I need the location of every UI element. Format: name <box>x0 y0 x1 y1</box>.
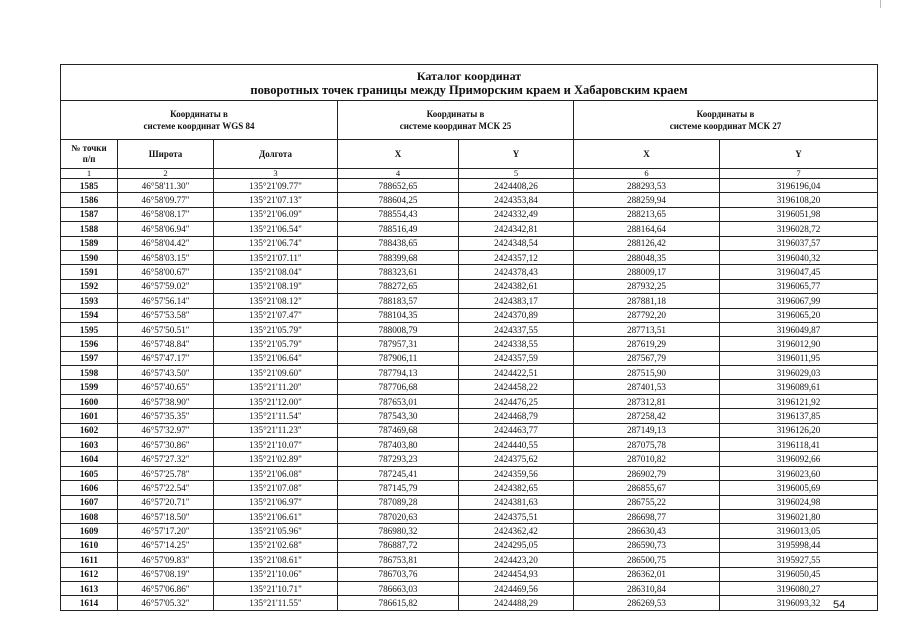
point-number-cell: 1593 <box>61 294 118 308</box>
y-msk27-cell: 3196049,87 <box>720 322 878 336</box>
y-msk25-cell: 2424423,20 <box>459 553 574 567</box>
x-msk27-cell: 287567,79 <box>574 351 720 365</box>
column-header-longitude: Долгота <box>214 140 338 169</box>
column-number-row <box>61 169 878 179</box>
longitude-cell: 135°21'08.19" <box>214 279 338 293</box>
point-number-cell: 1589 <box>61 236 118 250</box>
y-msk27-cell: 3196023,60 <box>720 466 878 480</box>
latitude-cell: 46°57'09.83" <box>118 553 214 567</box>
y-msk25-cell: 2424383,17 <box>459 294 574 308</box>
longitude-cell: 135°21'08.04" <box>214 265 338 279</box>
point-number-cell: 1598 <box>61 366 118 380</box>
y-msk27-cell: 3196011,95 <box>720 351 878 365</box>
longitude-cell: 135°21'09.60" <box>214 366 338 380</box>
y-msk27-cell: 3195927,55 <box>720 553 878 567</box>
y-msk25-cell: 2424375,51 <box>459 509 574 523</box>
point-number-cell: 1607 <box>61 495 118 509</box>
y-msk27-cell: 3196108,20 <box>720 193 878 207</box>
latitude-cell: 46°57'35.35" <box>118 409 214 423</box>
x-msk25-cell: 787145,79 <box>338 481 459 495</box>
table-row <box>61 337 878 351</box>
latitude-cell: 46°57'50.51" <box>118 322 214 336</box>
longitude-cell: 135°21'05.96" <box>214 524 338 538</box>
y-msk25-cell: 2424378,43 <box>459 265 574 279</box>
y-msk25-cell: 2424463,77 <box>459 423 574 437</box>
longitude-cell: 135°21'06.61" <box>214 509 338 523</box>
table-row <box>61 394 878 408</box>
group-header-msk27-line2: системе координат МСК 27 <box>669 121 782 131</box>
y-msk25-cell: 2424332,49 <box>459 207 574 221</box>
point-number-cell: 1608 <box>61 509 118 523</box>
coordinate-catalog-table <box>60 64 878 611</box>
latitude-cell: 46°58'09.77" <box>118 193 214 207</box>
longitude-cell: 135°21'06.08" <box>214 466 338 480</box>
y-msk27-cell: 3196013,05 <box>720 524 878 538</box>
y-msk25-cell: 2424359,56 <box>459 466 574 480</box>
latitude-cell: 46°57'14.25" <box>118 538 214 552</box>
point-number-cell: 1586 <box>61 193 118 207</box>
longitude-cell: 135°21'11.23" <box>214 423 338 437</box>
latitude-cell: 46°58'11.30" <box>118 179 214 193</box>
latitude-cell: 46°57'22.54" <box>118 481 214 495</box>
y-msk25-cell: 2424362,42 <box>459 524 574 538</box>
longitude-cell: 135°21'07.47" <box>214 308 338 322</box>
longitude-cell: 135°21'06.97" <box>214 495 338 509</box>
y-msk25-cell: 2424469,56 <box>459 581 574 595</box>
longitude-cell: 135°21'11.54" <box>214 409 338 423</box>
y-msk25-cell: 2424357,59 <box>459 351 574 365</box>
longitude-cell: 135°21'10.71" <box>214 581 338 595</box>
x-msk25-cell: 788604,25 <box>338 193 459 207</box>
y-msk25-cell: 2424468,79 <box>459 409 574 423</box>
group-header-msk27 <box>574 101 878 140</box>
x-msk25-cell: 787245,41 <box>338 466 459 480</box>
y-msk27-cell: 3196047,45 <box>720 265 878 279</box>
latitude-cell: 46°57'17.20" <box>118 524 214 538</box>
point-number-cell: 1606 <box>61 481 118 495</box>
x-msk25-cell: 787653,01 <box>338 394 459 408</box>
latitude-cell: 46°58'00.67" <box>118 265 214 279</box>
table-row <box>61 409 878 423</box>
catalog-title-subtitle: поворотных точек границы между Приморским краем и Хабаровским краем <box>250 82 688 97</box>
y-msk25-cell: 2424357,12 <box>459 250 574 264</box>
x-msk27-cell: 288259,94 <box>574 193 720 207</box>
point-number-cell: 1588 <box>61 222 118 236</box>
y-msk27-cell: 3196050,45 <box>720 567 878 581</box>
y-msk27-cell: 3196092,66 <box>720 452 878 466</box>
latitude-cell: 46°57'18.50" <box>118 509 214 523</box>
column-number: 6 <box>574 169 720 179</box>
y-msk25-cell: 2424422,51 <box>459 366 574 380</box>
x-msk25-cell: 787706,68 <box>338 380 459 394</box>
point-number-cell: 1602 <box>61 423 118 437</box>
y-msk27-cell: 3196024,98 <box>720 495 878 509</box>
x-msk25-cell: 788516,49 <box>338 222 459 236</box>
x-msk25-cell: 786980,32 <box>338 524 459 538</box>
y-msk25-cell: 2424382,61 <box>459 279 574 293</box>
x-msk27-cell: 287713,51 <box>574 322 720 336</box>
y-msk27-cell: 3195998,44 <box>720 538 878 552</box>
x-msk25-cell: 788554,43 <box>338 207 459 221</box>
x-msk25-cell: 786703,76 <box>338 567 459 581</box>
column-header-x-msk27: X <box>574 140 720 169</box>
table-row <box>61 308 878 322</box>
y-msk27-cell: 3196093,32 <box>720 596 878 610</box>
point-number-cell: 1600 <box>61 394 118 408</box>
y-msk27-cell: 3196065,20 <box>720 308 878 322</box>
x-msk25-cell: 787293,23 <box>338 452 459 466</box>
x-msk25-cell: 787957,31 <box>338 337 459 351</box>
group-header-wgs84-line2: системе координат WGS 84 <box>143 121 255 131</box>
point-number-cell: 1613 <box>61 581 118 595</box>
page-number: 54 <box>833 599 846 611</box>
latitude-cell: 46°57'08.19" <box>118 567 214 581</box>
longitude-cell: 135°21'07.13" <box>214 193 338 207</box>
table-row <box>61 351 878 365</box>
column-header-y-msk27: Y <box>720 140 878 169</box>
x-msk27-cell: 288213,65 <box>574 207 720 221</box>
table-row <box>61 581 878 595</box>
x-msk27-cell: 288048,35 <box>574 250 720 264</box>
table-row <box>61 423 878 437</box>
table-row <box>61 322 878 336</box>
point-number-cell: 1614 <box>61 596 118 610</box>
catalog-title-main: Каталог координат <box>416 68 522 83</box>
table-row <box>61 481 878 495</box>
x-msk27-cell: 287312,81 <box>574 394 720 408</box>
longitude-cell: 135°21'06.54" <box>214 222 338 236</box>
group-header-msk25-line1: Координаты в <box>426 109 485 119</box>
y-msk25-cell: 2424454,93 <box>459 567 574 581</box>
x-msk27-cell: 287515,90 <box>574 366 720 380</box>
longitude-cell: 135°21'11.20" <box>214 380 338 394</box>
y-msk25-cell: 2424382,65 <box>459 481 574 495</box>
point-number-cell: 1596 <box>61 337 118 351</box>
point-number-cell: 1585 <box>61 179 118 193</box>
x-msk27-cell: 286362,01 <box>574 567 720 581</box>
y-msk25-cell: 2424295,05 <box>459 538 574 552</box>
latitude-cell: 46°57'05.32" <box>118 596 214 610</box>
latitude-cell: 46°57'25.78" <box>118 466 214 480</box>
column-header-y-msk25: Y <box>459 140 574 169</box>
table-row <box>61 438 878 452</box>
x-msk25-cell: 786615,82 <box>338 596 459 610</box>
y-msk27-cell: 3196051,98 <box>720 207 878 221</box>
table-row <box>61 236 878 250</box>
group-header-wgs84-line1: Координаты в <box>170 109 228 119</box>
x-msk27-cell: 287619,29 <box>574 337 720 351</box>
y-msk27-cell: 3196089,61 <box>720 380 878 394</box>
latitude-cell: 46°57'27.32" <box>118 452 214 466</box>
x-msk25-cell: 788104,35 <box>338 308 459 322</box>
column-number: 1 <box>61 169 118 179</box>
latitude-cell: 46°57'59.02" <box>118 279 214 293</box>
latitude-cell: 46°57'56.14" <box>118 294 214 308</box>
longitude-cell: 135°21'06.64" <box>214 351 338 365</box>
x-msk25-cell: 788323,61 <box>338 265 459 279</box>
x-msk27-cell: 286698,77 <box>574 509 720 523</box>
x-msk27-cell: 287010,82 <box>574 452 720 466</box>
y-msk27-cell: 3196028,72 <box>720 222 878 236</box>
x-msk27-cell: 287401,53 <box>574 380 720 394</box>
y-msk25-cell: 2424408,26 <box>459 179 574 193</box>
x-msk27-cell: 287932,25 <box>574 279 720 293</box>
column-header-point <box>61 140 118 169</box>
table-row <box>61 294 878 308</box>
longitude-cell: 135°21'06.09" <box>214 207 338 221</box>
table-row <box>61 509 878 523</box>
latitude-cell: 46°57'30.86" <box>118 438 214 452</box>
y-msk25-cell: 2424370,89 <box>459 308 574 322</box>
x-msk27-cell: 286310,84 <box>574 581 720 595</box>
table-row <box>61 538 878 552</box>
x-msk25-cell: 788183,57 <box>338 294 459 308</box>
x-msk25-cell: 788008,79 <box>338 322 459 336</box>
x-msk27-cell: 288126,42 <box>574 236 720 250</box>
latitude-cell: 46°57'20.71" <box>118 495 214 509</box>
table-row <box>61 553 878 567</box>
point-number-cell: 1605 <box>61 466 118 480</box>
longitude-cell: 135°21'08.61" <box>214 553 338 567</box>
point-number-cell: 1590 <box>61 250 118 264</box>
point-number-cell: 1612 <box>61 567 118 581</box>
point-number-cell: 1611 <box>61 553 118 567</box>
longitude-cell: 135°21'07.08" <box>214 481 338 495</box>
y-msk25-cell: 2424440,55 <box>459 438 574 452</box>
group-header-msk25-line2: системе координат МСК 25 <box>399 121 512 131</box>
table-row <box>61 567 878 581</box>
catalog-title <box>61 65 878 101</box>
table-row <box>61 452 878 466</box>
latitude-cell: 46°57'32.97" <box>118 423 214 437</box>
y-msk25-cell: 2424337,55 <box>459 322 574 336</box>
x-msk27-cell: 287149,13 <box>574 423 720 437</box>
column-number: 7 <box>720 169 878 179</box>
x-msk27-cell: 288293,53 <box>574 179 720 193</box>
table-row <box>61 193 878 207</box>
x-msk27-cell: 287075,78 <box>574 438 720 452</box>
x-msk25-cell: 787403,80 <box>338 438 459 452</box>
x-msk25-cell: 787020,63 <box>338 509 459 523</box>
latitude-cell: 46°58'08.17" <box>118 207 214 221</box>
column-header-point-line2: п/п <box>82 154 96 164</box>
x-msk27-cell: 286755,22 <box>574 495 720 509</box>
table-row <box>61 222 878 236</box>
latitude-cell: 46°57'53.58" <box>118 308 214 322</box>
y-msk27-cell: 3196126,20 <box>720 423 878 437</box>
y-msk27-cell: 3196005,69 <box>720 481 878 495</box>
point-number-cell: 1604 <box>61 452 118 466</box>
x-msk25-cell: 788438,65 <box>338 236 459 250</box>
x-msk27-cell: 287792,20 <box>574 308 720 322</box>
latitude-cell: 46°57'47.17" <box>118 351 214 365</box>
x-msk25-cell: 787089,28 <box>338 495 459 509</box>
point-number-cell: 1597 <box>61 351 118 365</box>
point-number-cell: 1601 <box>61 409 118 423</box>
y-msk27-cell: 3196065,77 <box>720 279 878 293</box>
x-msk27-cell: 286902,79 <box>574 466 720 480</box>
y-msk27-cell: 3196040,32 <box>720 250 878 264</box>
column-number: 3 <box>214 169 338 179</box>
longitude-cell: 135°21'05.79" <box>214 322 338 336</box>
y-msk27-cell: 3196137,85 <box>720 409 878 423</box>
latitude-cell: 46°58'04.42" <box>118 236 214 250</box>
group-header-msk27-line1: Координаты в <box>696 109 755 119</box>
longitude-cell: 135°21'11.55" <box>214 596 338 610</box>
x-msk27-cell: 286269,53 <box>574 596 720 610</box>
point-number-cell: 1595 <box>61 322 118 336</box>
column-number: 5 <box>459 169 574 179</box>
x-msk25-cell: 786753,81 <box>338 553 459 567</box>
table-row <box>61 380 878 394</box>
longitude-cell: 135°21'10.06" <box>214 567 338 581</box>
y-msk25-cell: 2424342,81 <box>459 222 574 236</box>
x-msk27-cell: 286855,67 <box>574 481 720 495</box>
table-row <box>61 265 878 279</box>
table-row <box>61 495 878 509</box>
y-msk27-cell: 3196037,57 <box>720 236 878 250</box>
table-row <box>61 524 878 538</box>
longitude-cell: 135°21'05.79" <box>214 337 338 351</box>
longitude-cell: 135°21'12.00" <box>214 394 338 408</box>
page-edge-mark <box>880 0 881 8</box>
point-number-cell: 1610 <box>61 538 118 552</box>
x-msk27-cell: 286500,75 <box>574 553 720 567</box>
x-msk27-cell: 286590,73 <box>574 538 720 552</box>
table-row <box>61 466 878 480</box>
y-msk27-cell: 3196067,99 <box>720 294 878 308</box>
latitude-cell: 46°57'40.65" <box>118 380 214 394</box>
latitude-cell: 46°58'06.94" <box>118 222 214 236</box>
y-msk27-cell: 3196121,92 <box>720 394 878 408</box>
x-msk25-cell: 788652,65 <box>338 179 459 193</box>
table-body <box>61 179 878 611</box>
y-msk27-cell: 3196021,80 <box>720 509 878 523</box>
x-msk25-cell: 787543,30 <box>338 409 459 423</box>
y-msk25-cell: 2424458,22 <box>459 380 574 394</box>
longitude-cell: 135°21'09.77" <box>214 179 338 193</box>
y-msk25-cell: 2424476,25 <box>459 394 574 408</box>
table-row <box>61 250 878 264</box>
y-msk25-cell: 2424338,55 <box>459 337 574 351</box>
longitude-cell: 135°21'02.68" <box>214 538 338 552</box>
x-msk27-cell: 287258,42 <box>574 409 720 423</box>
x-msk25-cell: 787469,68 <box>338 423 459 437</box>
x-msk27-cell: 287881,18 <box>574 294 720 308</box>
longitude-cell: 135°21'07.11" <box>214 250 338 264</box>
column-number: 4 <box>338 169 459 179</box>
y-msk25-cell: 2424375,62 <box>459 452 574 466</box>
x-msk25-cell: 786663,03 <box>338 581 459 595</box>
table-row <box>61 596 878 610</box>
y-msk27-cell: 3196029,03 <box>720 366 878 380</box>
longitude-cell: 135°21'10.07" <box>214 438 338 452</box>
point-number-cell: 1594 <box>61 308 118 322</box>
column-header-x-msk25: X <box>338 140 459 169</box>
table-row <box>61 179 878 193</box>
group-header-msk25 <box>338 101 574 140</box>
longitude-cell: 135°21'08.12" <box>214 294 338 308</box>
table-row <box>61 207 878 221</box>
column-header-latitude: Широта <box>118 140 214 169</box>
column-header-point-line1: № точки <box>71 143 107 153</box>
y-msk25-cell: 2424381,63 <box>459 495 574 509</box>
column-number: 2 <box>118 169 214 179</box>
longitude-cell: 135°21'02.89" <box>214 452 338 466</box>
y-msk25-cell: 2424488,29 <box>459 596 574 610</box>
latitude-cell: 46°57'38.90" <box>118 394 214 408</box>
x-msk25-cell: 787906,11 <box>338 351 459 365</box>
latitude-cell: 46°57'06.86" <box>118 581 214 595</box>
y-msk27-cell: 3196118,41 <box>720 438 878 452</box>
x-msk25-cell: 787794,13 <box>338 366 459 380</box>
y-msk25-cell: 2424348,54 <box>459 236 574 250</box>
x-msk27-cell: 286630,43 <box>574 524 720 538</box>
y-msk27-cell: 3196012,90 <box>720 337 878 351</box>
table-row <box>61 279 878 293</box>
latitude-cell: 46°58'03.15" <box>118 250 214 264</box>
group-header-wgs84 <box>61 101 338 140</box>
table-row <box>61 366 878 380</box>
longitude-cell: 135°21'06.74" <box>214 236 338 250</box>
latitude-cell: 46°57'43.50" <box>118 366 214 380</box>
x-msk27-cell: 288009,17 <box>574 265 720 279</box>
x-msk25-cell: 788399,68 <box>338 250 459 264</box>
point-number-cell: 1591 <box>61 265 118 279</box>
x-msk25-cell: 788272,65 <box>338 279 459 293</box>
y-msk27-cell: 3196196,04 <box>720 179 878 193</box>
point-number-cell: 1609 <box>61 524 118 538</box>
x-msk27-cell: 288164,64 <box>574 222 720 236</box>
point-number-cell: 1599 <box>61 380 118 394</box>
y-msk27-cell: 3196080,27 <box>720 581 878 595</box>
point-number-cell: 1603 <box>61 438 118 452</box>
point-number-cell: 1587 <box>61 207 118 221</box>
latitude-cell: 46°57'48.84" <box>118 337 214 351</box>
x-msk25-cell: 786887,72 <box>338 538 459 552</box>
y-msk25-cell: 2424353,84 <box>459 193 574 207</box>
point-number-cell: 1592 <box>61 279 118 293</box>
